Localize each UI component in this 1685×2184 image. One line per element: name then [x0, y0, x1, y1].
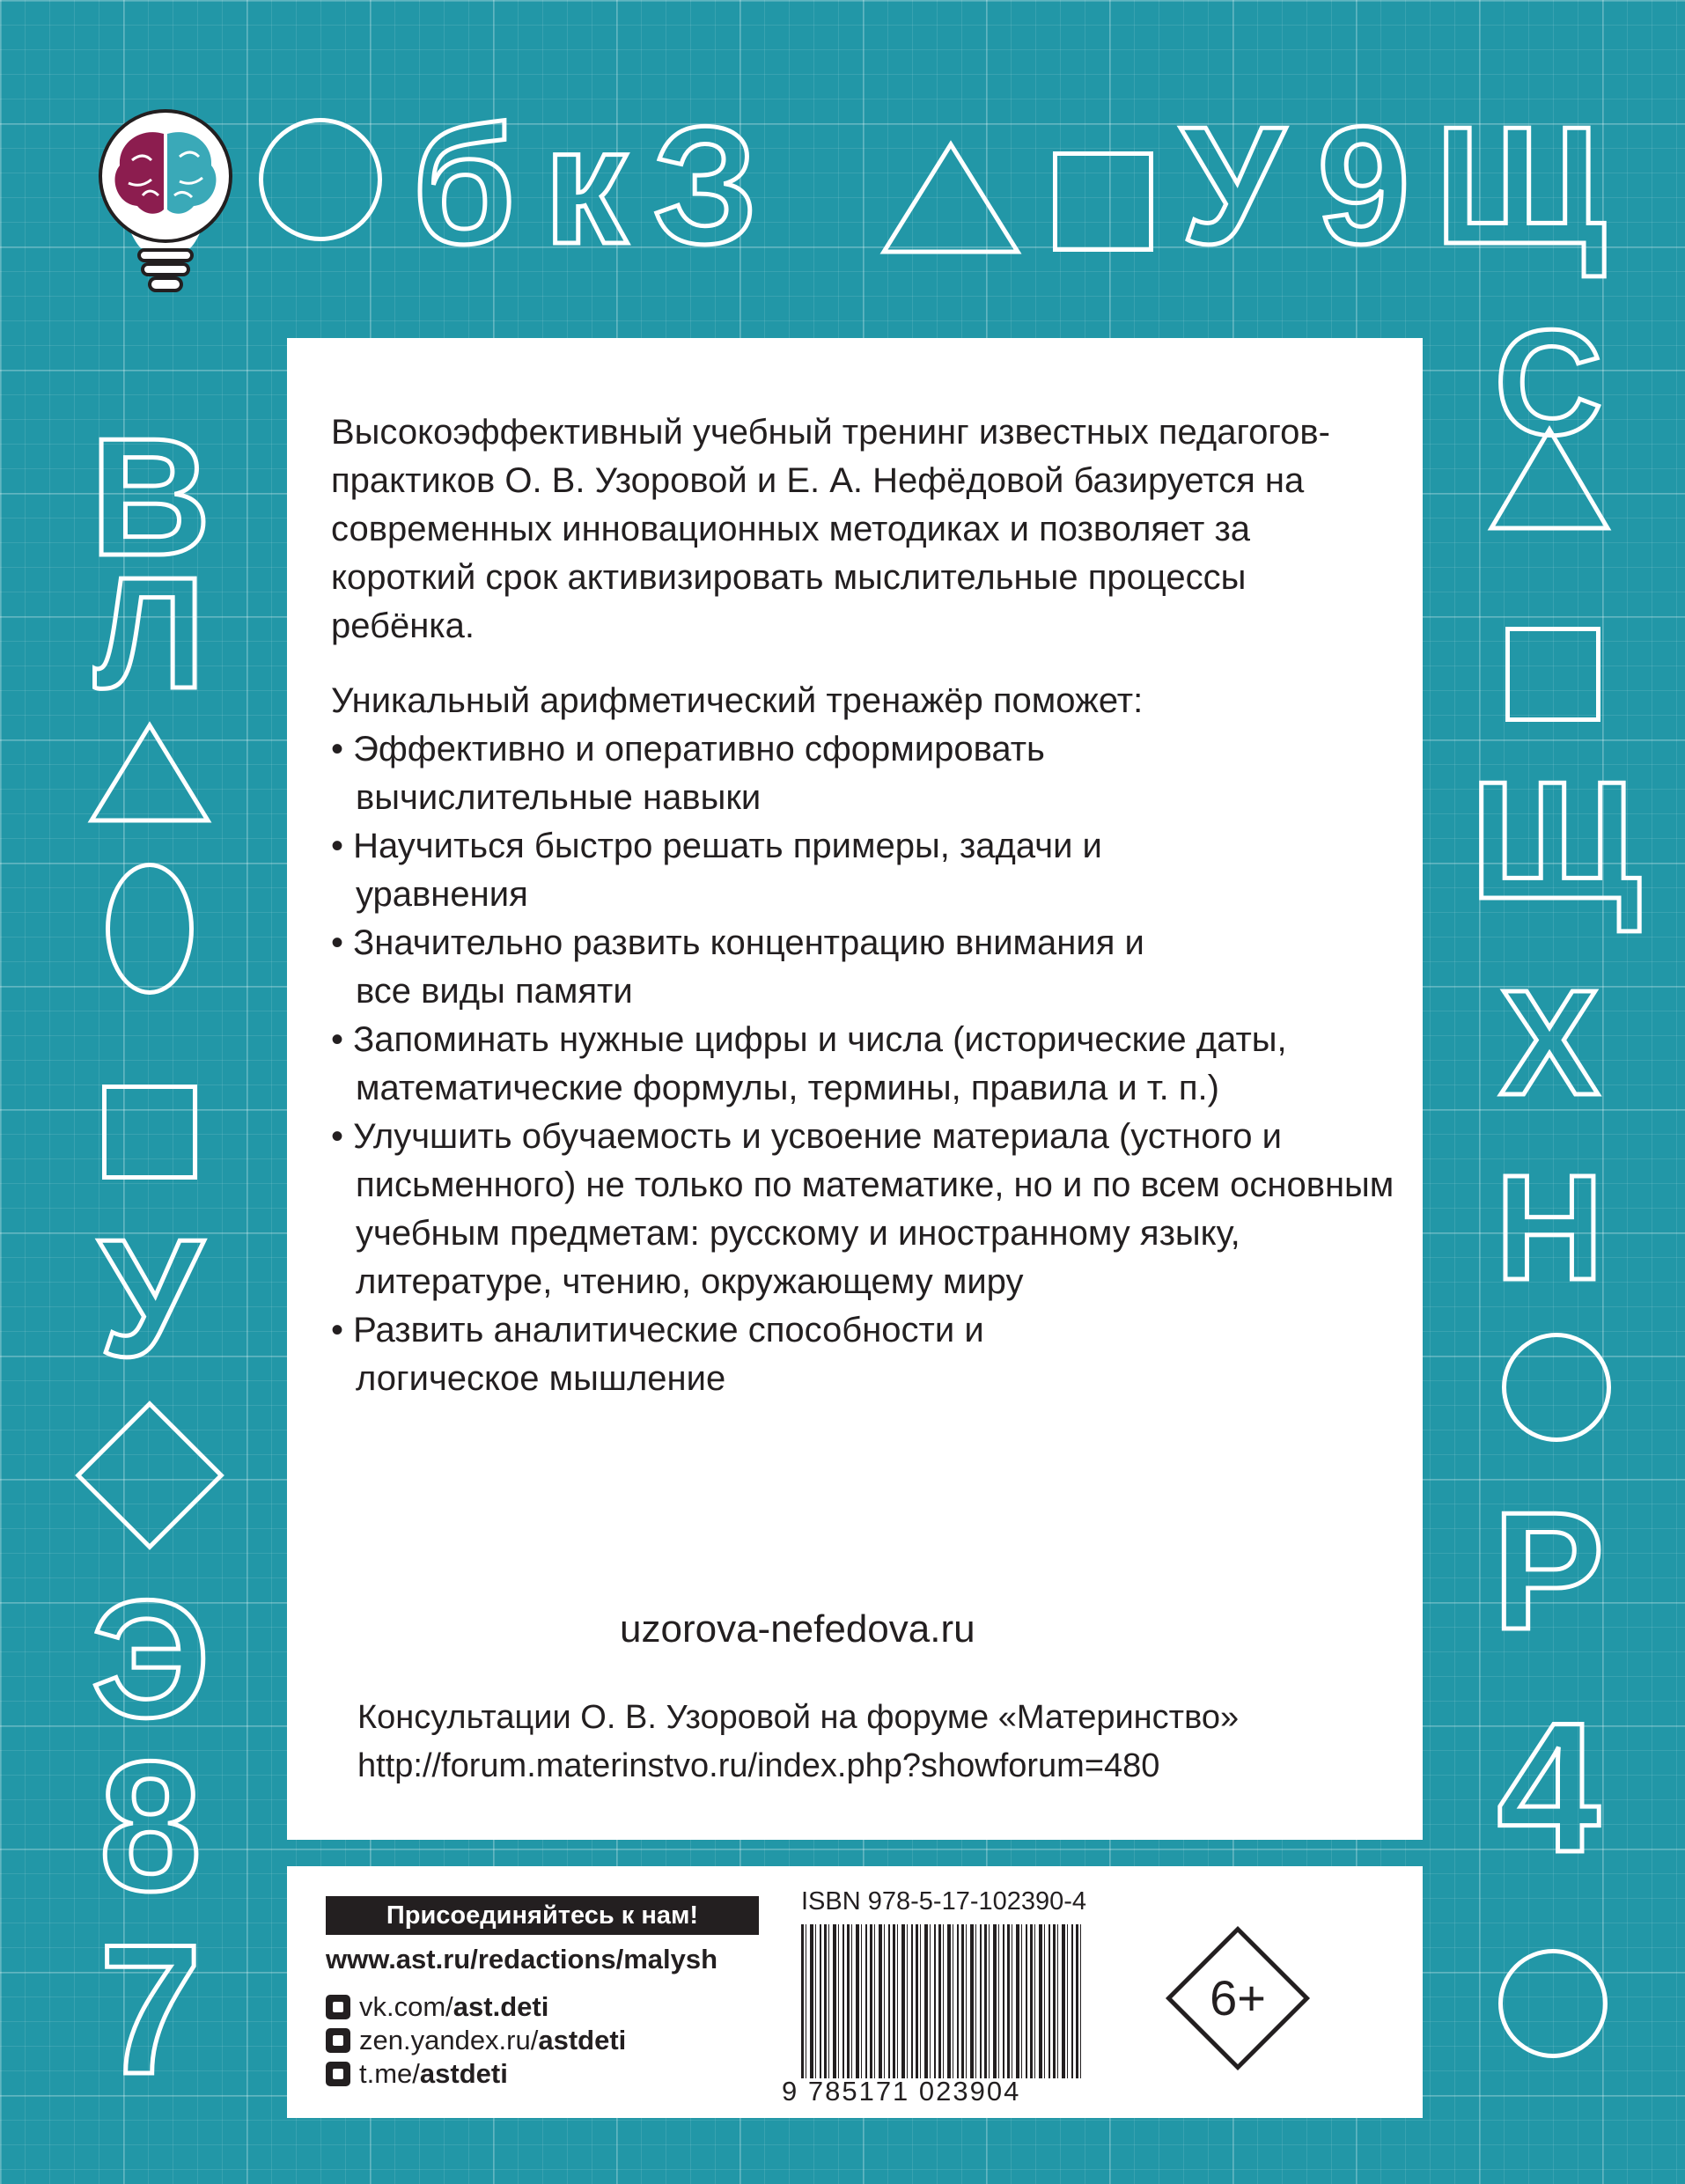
border-glyph: Э — [91, 1566, 210, 1753]
consultation-info — [357, 1694, 1239, 1791]
list-item: • Развить аналитические способности и логическое мышление — [331, 1311, 984, 1398]
social-link-vk[interactable] — [326, 1991, 548, 2023]
brain-lightbulb-icon — [88, 107, 243, 301]
description-paragraph: Высокоэффективный учебный тренинг известных педагогов-практиков О. В. Узоровой и Е. А. Нефёдовой базируется на современных инновационных методиках и позволяет за короткий срок активизировать мыслительные процессы ребёнка. — [331, 413, 1330, 645]
list-item: • Значительно развить концентрацию внимания и все виды памяти — [331, 923, 1144, 1011]
social-prefix: vk.com/ — [359, 1991, 453, 2022]
square-shape — [102, 1085, 197, 1180]
age-rating-label: 6+ — [1210, 1970, 1266, 2026]
social-handle: astdeti — [538, 2025, 627, 2055]
triangle-shape — [880, 141, 1021, 255]
join-banner: Присоединяйтесь к нам! — [326, 1896, 759, 1935]
social-prefix: t.me/ — [359, 2058, 420, 2089]
isbn-label: ISBN 978-5-17-102390-4 — [801, 1887, 1087, 1916]
list-item: • Улучшить обучаемость и усвоение материала (устного и письменного) не только по математике, но и по всем основным учебным предметам: русскому и иностранному языку, литературе, чтению, окружающему миру — [331, 1117, 1394, 1301]
border-glyph: Щ — [1435, 92, 1606, 279]
border-glyph: б — [412, 92, 516, 279]
triangle-shape — [1488, 426, 1611, 532]
border-glyph: 8 — [99, 1723, 202, 1930]
circle-shape — [1502, 1333, 1611, 1442]
social-prefix: zen.yandex.ru/ — [359, 2025, 539, 2055]
social-handle: ast.deti — [453, 1991, 549, 2022]
border-glyph: Х — [1499, 960, 1600, 1127]
border-glyph: к — [543, 92, 628, 279]
border-glyph: З — [652, 92, 758, 279]
border-glyph: 9 — [1317, 92, 1410, 279]
social-handle: astdeti — [419, 2058, 508, 2089]
triangle-shape — [88, 722, 211, 824]
border-glyph: 4 — [1497, 1684, 1600, 1891]
zen-icon — [326, 2028, 350, 2053]
website-link[interactable]: uzorova-nefedova.ru — [620, 1607, 975, 1651]
border-glyph: В — [90, 404, 211, 591]
list-item: • Запоминать нужные цифры и числа (исторические даты, математические формулы, термины, правила и т. п.) — [331, 1020, 1287, 1107]
consultation-line: Консультации О. В. Узоровой на форуме «Материнство» — [357, 1699, 1240, 1736]
barcode-digits: 9 785171 023904 — [782, 2076, 1021, 2107]
forum-link[interactable]: http://forum.materinstvo.ru/index.php?showforum=480 — [357, 1747, 1160, 1784]
list-item: • Эффективно и оперативно сформировать вычислительные навыки — [331, 730, 1045, 817]
border-glyph: У — [98, 1205, 203, 1392]
social-link-zen[interactable] — [326, 2025, 626, 2056]
vk-icon — [326, 1995, 350, 2019]
list-intro: Уникальный арифметический тренажёр поможет: — [331, 681, 1144, 720]
square-shape — [1053, 151, 1153, 252]
panel-text — [331, 408, 1394, 1403]
border-glyph: Л — [93, 545, 206, 722]
circle-shape — [1498, 1949, 1608, 2058]
border-glyph: С — [1494, 299, 1603, 467]
circle-shape — [259, 118, 382, 241]
oval-shape — [106, 863, 194, 995]
diamond-shape — [75, 1401, 224, 1550]
social-link-telegram[interactable] — [326, 2058, 508, 2090]
border-glyph: Р — [1492, 1478, 1605, 1665]
barcode — [801, 1924, 1083, 2078]
border-glyph: 7 — [99, 1906, 202, 2113]
description-panel — [287, 338, 1423, 1840]
age-rating-badge — [1167, 1928, 1308, 2069]
publisher-panel — [287, 1866, 1423, 2118]
publisher-url[interactable]: www.ast.ru/redactions/malysh — [326, 1944, 718, 1974]
border-glyph: Щ — [1470, 747, 1641, 934]
border-glyph: У — [1180, 92, 1285, 279]
square-shape — [1505, 627, 1600, 722]
telegram-icon — [326, 2062, 350, 2086]
list-item: • Научиться быстро решать примеры, задачи и уравнения — [331, 827, 1102, 914]
border-glyph: Н — [1495, 1144, 1604, 1312]
